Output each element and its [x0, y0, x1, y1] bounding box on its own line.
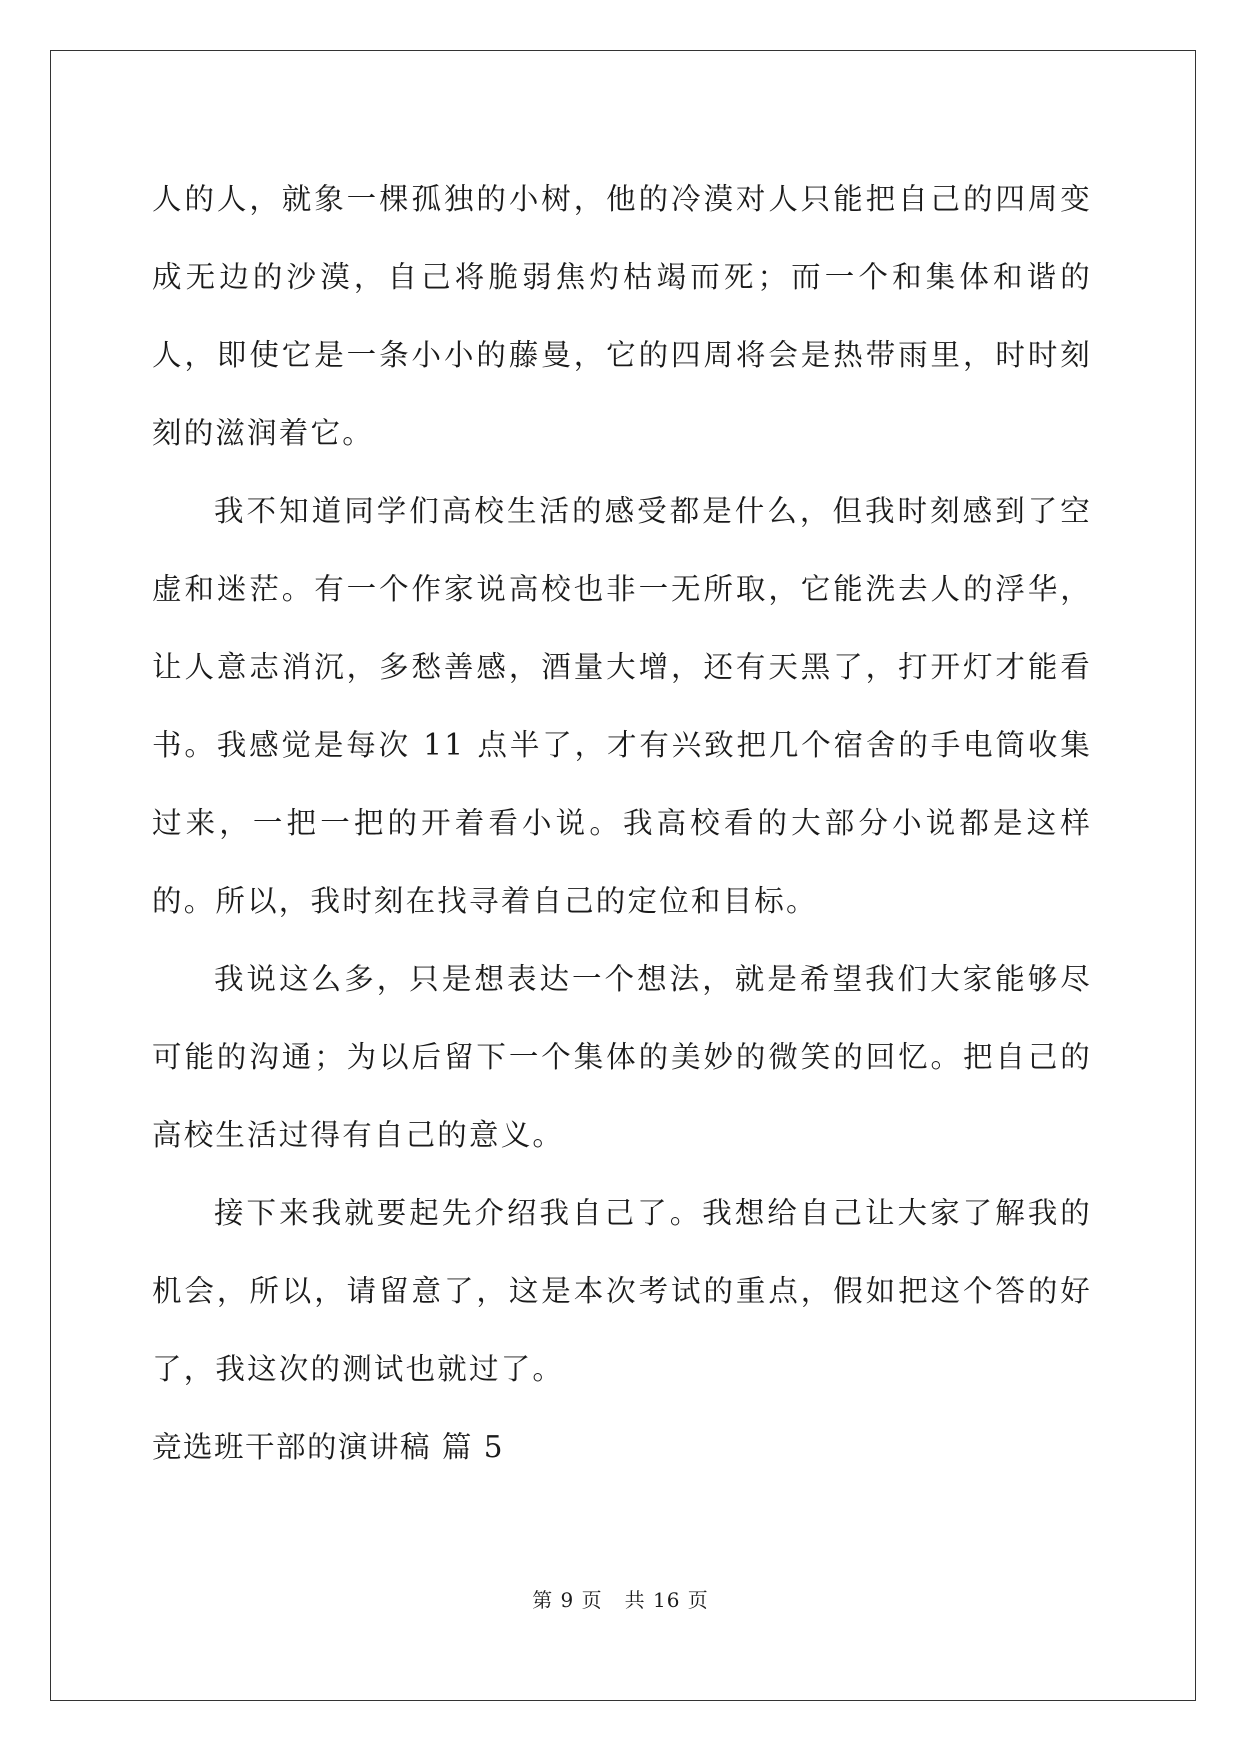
paragraph-2: 我不知道同学们高校生活的感受都是什么，但我时刻感到了空虚和迷茫。有一个作家说高校也非一无所取，它能洗去人的浮华，让人意志消沉，多愁善感，酒量大增，还有天黑了，打开灯才能看书。我感觉是每次 11 点半了，才有兴致把几个宿舍的手电筒收集过来，一把一把的开着看小说。我高校看的大部分小说都是这样的。所以，我时刻在找寻着自己的定位和目标。 [152, 494, 1092, 918]
page-footer [0, 1584, 1241, 1613]
document-body [152, 160, 1092, 1486]
paragraph-4: 接下来我就要起先介绍我自己了。我想给自己让大家了解我的机会，所以，请留意了，这是本次考试的重点，假如把这个答的好了，我这次的测试也就过了。 [152, 1196, 1092, 1386]
page-total: 共 16 页 [624, 1588, 709, 1612]
page-number: 第 9 页 [532, 1588, 603, 1612]
section-heading: 竞选班干部的演讲稿 篇 5 [152, 1430, 505, 1464]
paragraph-1: 人的人，就象一棵孤独的小树，他的冷漠对人只能把自己的四周变成无边的沙漠，自己将脆弱焦灼枯竭而死；而一个和集体和谐的人，即使它是一条小小的藤曼，它的四周将会是热带雨里，时时刻刻的滋润着它。 [152, 182, 1092, 450]
paragraph-3: 我说这么多，只是想表达一个想法，就是希望我们大家能够尽可能的沟通；为以后留下一个集体的美妙的微笑的回忆。把自己的高校生活过得有自己的意义。 [152, 962, 1092, 1152]
